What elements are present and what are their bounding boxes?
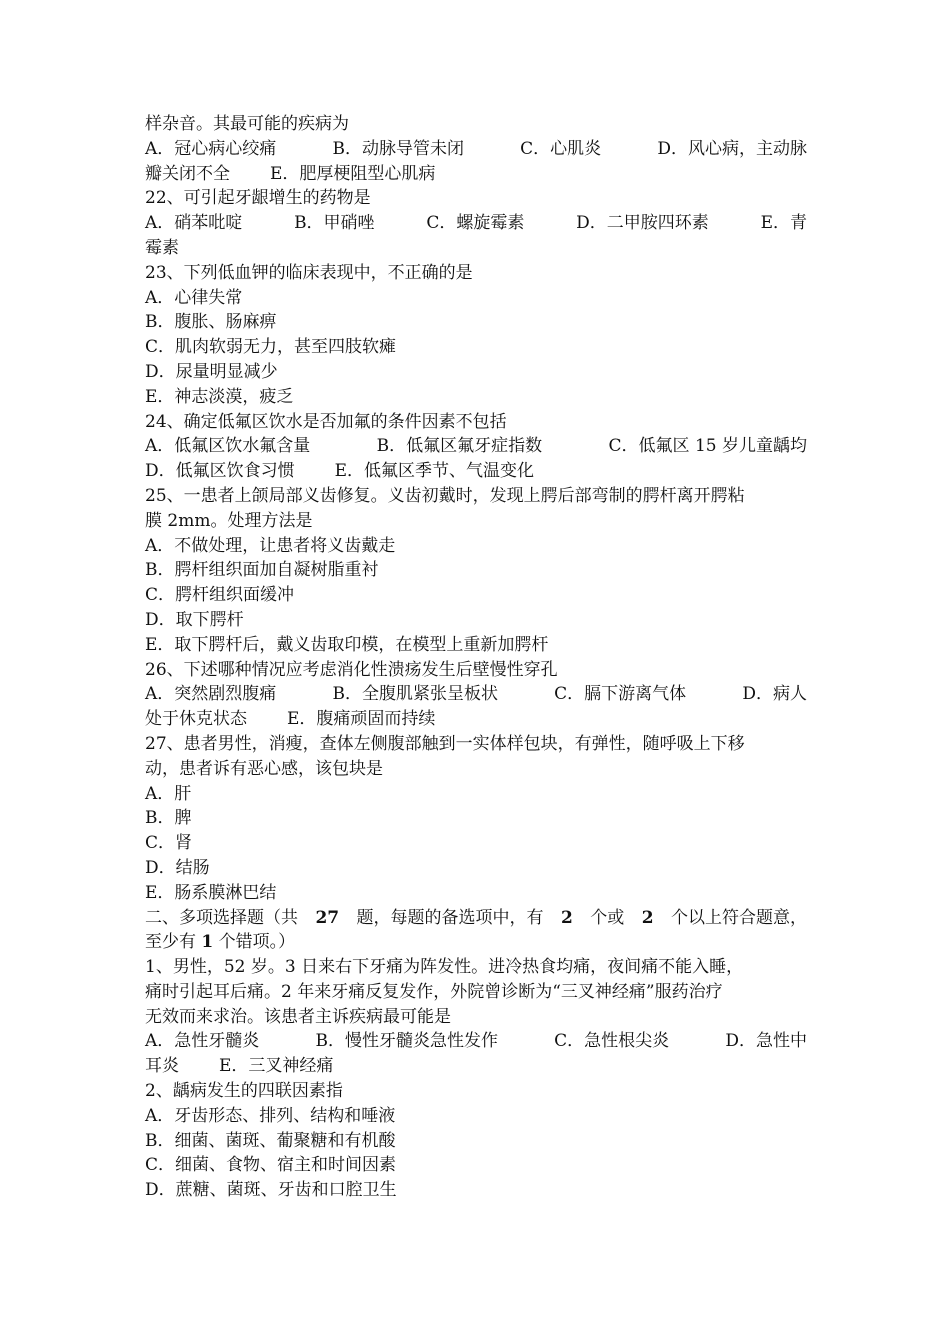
q22-option-b: B．甲硝唑 — [294, 213, 375, 234]
q27-option-a: A．肝 — [145, 783, 192, 804]
q22-options-row — [145, 211, 807, 236]
q27-stem-2: 动，患者诉有恶心感，该包块是 — [145, 758, 383, 779]
q24-option-e: E．低氟区季节、气温变化 — [334, 461, 535, 482]
q26-options-row — [145, 682, 807, 707]
q26-option-d-wrap: 处于休克状态 — [145, 709, 247, 730]
m1-stem-3: 无效而来求治。该患者主诉疾病最可能是 — [145, 1006, 451, 1027]
q24-stem: 24、确定低氟区饮水是否加氟的条件因素不包括 — [145, 411, 507, 432]
m2-option-d: D．蔗糖、菌斑、牙齿和口腔卫生 — [145, 1180, 397, 1201]
q21-stem-tail: 样杂音。其最可能的疾病为 — [145, 114, 349, 134]
q26-stem: 26、下述哪种情况应考虑消化性溃疡发生后壁慢性穿孔 — [145, 659, 558, 680]
q21-option-d: D．风心病，主动脉 — [657, 138, 807, 159]
q24-option-c: C．低氟区 15 岁儿童龋均 — [608, 436, 807, 457]
section-2-part-5: 至少有 — [145, 932, 196, 953]
q27-option-e: E．肠系膜淋巴结 — [145, 882, 277, 903]
document-page — [145, 112, 807, 1203]
q26-option-e: E．腹痛顽固而持续 — [287, 709, 436, 730]
m1-stem-2: 痛时引起耳后痛。2 年来牙痛反复发作，外院曾诊断为“三叉神经痛”服药治疗 — [145, 981, 723, 1002]
q21-option-b: B．动脉导管未闭 — [332, 138, 464, 159]
section-2-count: 27 — [315, 907, 340, 928]
q21-options-row — [145, 137, 807, 162]
q27-option-c: C．肾 — [145, 833, 193, 854]
m1-option-d-wrap: 耳炎 — [145, 1056, 179, 1077]
q25-option-e: E．取下腭杆后，戴义齿取印模，在模型上重新加腭杆 — [145, 634, 549, 655]
q23-option-b: B．腹胀、肠麻痹 — [145, 312, 277, 333]
q26-option-b: B．全腹肌紧张呈板状 — [332, 684, 498, 705]
q22-option-e-wrap: 霉素 — [145, 237, 179, 258]
q25-stem-line-1 — [145, 484, 807, 509]
m1-stem-line-1 — [145, 955, 807, 980]
q27-option-d: D．结肠 — [145, 857, 210, 878]
section-2-min-1: 2 — [560, 907, 573, 928]
q24-option-d: D．低氟区饮食习惯 — [145, 461, 295, 482]
q26-option-d: D．病人 — [742, 684, 807, 705]
section-2-part-6: 个错项。） — [218, 932, 296, 953]
q25-option-a: A．不做处理，让患者将义齿戴走 — [145, 535, 396, 556]
q22-option-d: D．二甲胺四环素 — [576, 213, 709, 234]
q26-options-row-2 — [145, 707, 807, 732]
q27-stem-line-1 — [145, 732, 807, 757]
section-2-heading — [145, 906, 807, 931]
m1-option-a: A．急性牙髓炎 — [145, 1031, 260, 1052]
q25-option-d: D．取下腭杆 — [145, 609, 244, 630]
q23-option-e: E．神志淡漠，疲乏 — [145, 386, 294, 407]
q21-option-d-wrap: 瓣关闭不全 — [145, 163, 230, 184]
m2-option-b: B．细菌、菌斑、葡聚糖和有机酸 — [145, 1130, 396, 1151]
q23-option-a: A．心律失常 — [145, 287, 243, 308]
m2-option-c: C．细菌、食物、宿主和时间因素 — [145, 1155, 397, 1176]
q21-option-c: C．心肌炎 — [520, 138, 602, 159]
q22-option-c: C．螺旋霉素 — [426, 213, 525, 234]
q24-options-row-2 — [145, 459, 807, 484]
section-2-part-1: 二、多项选择题（共 — [145, 907, 298, 928]
section-2-heading-2 — [145, 930, 807, 955]
m1-option-d: D．急性中 — [725, 1031, 807, 1052]
q21-options-row-2 — [145, 162, 807, 187]
m1-option-c: C．急性根尖炎 — [554, 1031, 670, 1052]
q22-stem: 22、可引起牙龈增生的药物是 — [145, 188, 371, 209]
q25-option-b: B．腭杆组织面加自凝树脂重衬 — [145, 560, 379, 581]
q23-stem: 23、下列低血钾的临床表现中，不正确的是 — [145, 262, 473, 283]
q27-option-b: B．脾 — [145, 808, 192, 829]
q22-option-e: E．青 — [760, 213, 807, 234]
m1-stem-line-2 — [145, 980, 807, 1005]
q25-stem-1: 25、一患者上颌局部义齿修复。义齿初戴时，发现上腭后部弯制的腭杆离开腭粘 — [145, 485, 745, 506]
m1-option-b: B．慢性牙髓炎急性发作 — [315, 1031, 498, 1052]
m1-stem-1: 1、男性，52 岁。3 日来右下牙痛为阵发性。进冷热食均痛，夜间痛不能入睡， — [145, 957, 744, 978]
q24-option-b: B．低氟区氟牙症指数 — [376, 436, 543, 457]
m2-option-a: A．牙齿形态、排列、结构和唾液 — [145, 1105, 396, 1126]
q24-options-row — [145, 434, 807, 459]
q22-option-a: A．硝苯吡啶 — [145, 213, 243, 234]
m2-stem: 2、龋病发生的四联因素指 — [145, 1081, 343, 1102]
q23-option-d: D．尿量明显减少 — [145, 361, 278, 382]
q24-option-a: A．低氟区饮水氟含量 — [145, 436, 311, 457]
m1-option-e: E．三叉神经痛 — [219, 1056, 334, 1077]
m1-options-row — [145, 1029, 807, 1054]
q27-stem-1: 27、患者男性，消瘦，查体左侧腹部触到一实体样包块，有弹性，随呼吸上下移 — [145, 733, 745, 754]
section-2-part-2: 题，每题的备选项中，有 — [356, 907, 544, 928]
q26-option-a: A．突然剧烈腹痛 — [145, 684, 277, 705]
section-2-wrong-count: 1 — [201, 932, 214, 953]
m1-options-row-2 — [145, 1054, 807, 1079]
section-2-part-3: 个或 — [590, 907, 625, 928]
q25-stem-2: 膜 2mm。处理方法是 — [145, 510, 313, 531]
q25-option-c: C．腭杆组织面缓冲 — [145, 585, 295, 606]
q26-option-c: C．膈下游离气体 — [554, 684, 687, 705]
section-2-min-2: 2 — [641, 907, 654, 928]
q21-option-e: E．肥厚梗阻型心肌病 — [270, 163, 436, 184]
section-2-part-4: 个以上符合题意， — [670, 907, 807, 928]
q21-option-a: A．冠心病心绞痛 — [145, 138, 277, 159]
q23-option-c: C．肌肉软弱无力，甚至四肢软瘫 — [145, 337, 397, 358]
